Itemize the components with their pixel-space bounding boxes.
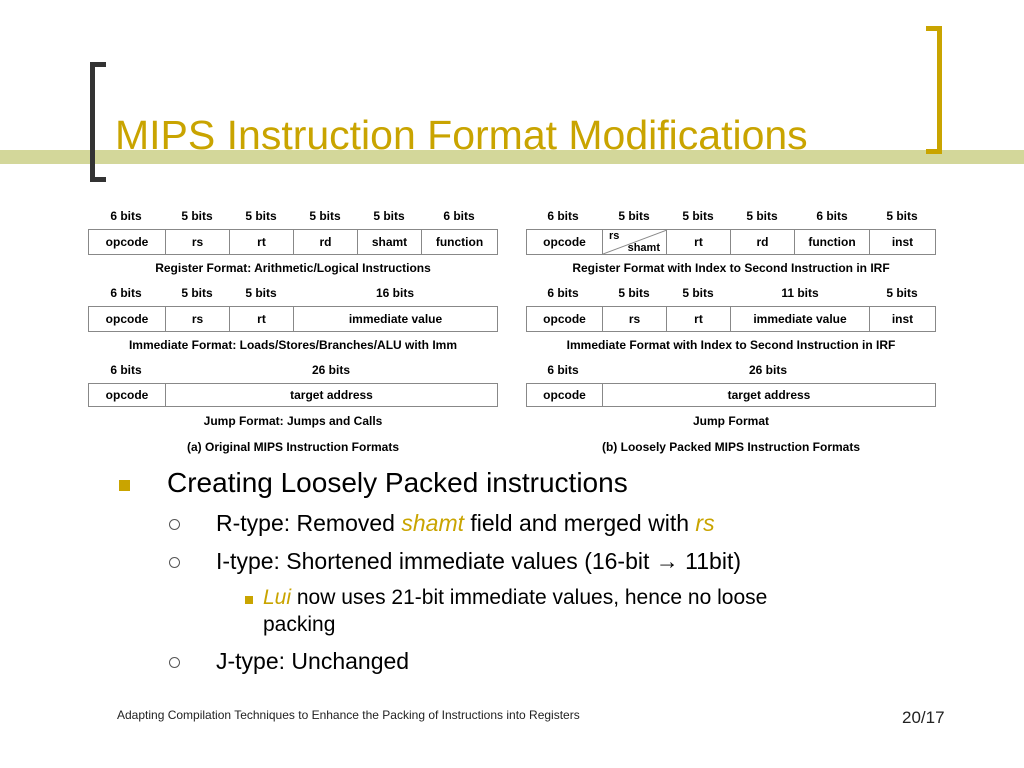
- right-bracket-decoration: [926, 26, 942, 154]
- ring-bullet-icon: [169, 657, 180, 668]
- field-target-address: target address: [727, 388, 811, 402]
- field-shamt: shamt: [358, 230, 422, 254]
- bits-label: 16 bits: [375, 286, 414, 300]
- rs-term: rs: [695, 510, 715, 536]
- i-format-original-table: [88, 306, 498, 332]
- square-bullet-icon: [119, 480, 130, 491]
- field-immediate: immediate value: [731, 307, 870, 331]
- i-type-text-end: 11bit): [678, 548, 741, 574]
- page-number: 20/17: [902, 708, 945, 727]
- square-bullet-icon: [245, 596, 253, 604]
- lui-text: now uses 21-bit immediate values, hence no loose: [291, 586, 768, 609]
- field-rs: rs: [603, 307, 667, 331]
- bits-label: 5 bits: [886, 286, 918, 300]
- bits-label: 6 bits: [110, 209, 142, 223]
- j-format-original-table: [88, 383, 498, 407]
- field-rt: rt: [230, 230, 294, 254]
- bullet-loosely-packed: Creating Loosely Packed instructions: [167, 467, 628, 498]
- figure-caption-b: (b) Loosely Packed MIPS Instruction Formats: [601, 440, 861, 454]
- bits-label: 5 bits: [682, 286, 714, 300]
- left-bracket-decoration: [90, 62, 106, 182]
- field-rs: rs: [166, 230, 230, 254]
- field-rt: rt: [230, 307, 294, 331]
- bullet-lui: [263, 586, 767, 610]
- field-target-address: target address: [290, 388, 373, 402]
- field-opcode: opcode: [89, 230, 166, 254]
- lui-term: Lui: [263, 586, 292, 609]
- bits-label: 11 bits: [781, 286, 819, 300]
- field-opcode: opcode: [527, 307, 603, 331]
- figure-caption-a: (a) Original MIPS Instruction Formats: [186, 440, 400, 454]
- ring-bullet-icon: [169, 557, 180, 568]
- r-format-original-table: [88, 229, 498, 255]
- field-rs: rs: [609, 230, 620, 242]
- bits-label: 5 bits: [181, 209, 213, 223]
- bits-label: 5 bits: [746, 209, 778, 223]
- j-format-original-caption: Jump Format: Jumps and Calls: [203, 414, 383, 428]
- field-rs: rs: [166, 307, 230, 331]
- j-format-packed-table: [526, 383, 936, 407]
- bits-label: 6 bits: [443, 209, 475, 223]
- r-format-packed-table: [526, 229, 936, 255]
- i-format-packed-table: [526, 306, 936, 332]
- bits-label: 6 bits: [547, 286, 579, 300]
- footer-text: Adapting Compilation Techniques to Enhance the Packing of Instructions into Registers: [117, 708, 580, 722]
- bits-label: 5 bits: [245, 286, 277, 300]
- field-opcode: opcode: [89, 384, 166, 406]
- bits-label: 5 bits: [245, 209, 277, 223]
- field-rt: rt: [667, 230, 731, 254]
- bits-label: 5 bits: [309, 209, 341, 223]
- r-format-packed-caption: Register Format with Index to Second Instruction in IRF: [572, 261, 890, 275]
- field-inst: inst: [891, 235, 914, 249]
- field-opcode: opcode: [527, 384, 603, 406]
- bits-label: 5 bits: [618, 209, 650, 223]
- bits-label: 26 bits: [311, 363, 350, 377]
- bullet-lui-continued: packing: [263, 613, 336, 636]
- bullet-i-type: [216, 548, 741, 575]
- field-function: function: [795, 230, 870, 254]
- bits-label: 6 bits: [547, 209, 579, 223]
- bits-label: 6 bits: [816, 209, 848, 223]
- bits-label: 5 bits: [618, 286, 650, 300]
- bullet-j-type: J-type: Unchanged: [216, 648, 410, 674]
- i-format-original-caption: Immediate Format: Loads/Stores/Branches/ALU with Imm: [128, 338, 458, 352]
- r-type-text-mid: field and merged with: [464, 510, 696, 536]
- field-rd: rd: [294, 230, 358, 254]
- field-rd: rd: [731, 230, 795, 254]
- i-format-packed-caption: Immediate Format with Index to Second Instruction in IRF: [566, 338, 896, 352]
- j-format-packed-caption: Jump Format: [692, 414, 769, 428]
- shamt-term: shamt: [401, 510, 464, 536]
- i-type-text: I-type: Shortened immediate values (16-bit: [216, 548, 656, 574]
- bits-label: 5 bits: [181, 286, 213, 300]
- field-function: function: [435, 235, 484, 249]
- field-rs-shamt-merged: [603, 230, 667, 254]
- field-shamt: shamt: [627, 242, 660, 254]
- bits-label: 5 bits: [682, 209, 714, 223]
- r-format-original-caption: Register Format: Arithmetic/Logical Instructions: [155, 261, 431, 275]
- field-opcode: opcode: [527, 230, 603, 254]
- bits-label: 26 bits: [748, 363, 787, 377]
- bullet-r-type: [216, 510, 715, 537]
- bits-label: 6 bits: [110, 286, 142, 300]
- field-rt: rt: [667, 307, 731, 331]
- field-immediate: immediate value: [348, 312, 443, 326]
- ring-bullet-icon: [169, 519, 180, 530]
- bits-label: 5 bits: [373, 209, 405, 223]
- r-type-text: R-type: Removed: [216, 510, 402, 536]
- bits-label: 6 bits: [110, 363, 142, 377]
- bits-label: 6 bits: [547, 363, 579, 377]
- arrow-right-icon: →: [655, 548, 679, 574]
- field-opcode: opcode: [89, 307, 166, 331]
- bits-label: 5 bits: [886, 209, 918, 223]
- slide-title: MIPS Instruction Format Modifications: [115, 112, 808, 158]
- field-inst: inst: [891, 312, 914, 326]
